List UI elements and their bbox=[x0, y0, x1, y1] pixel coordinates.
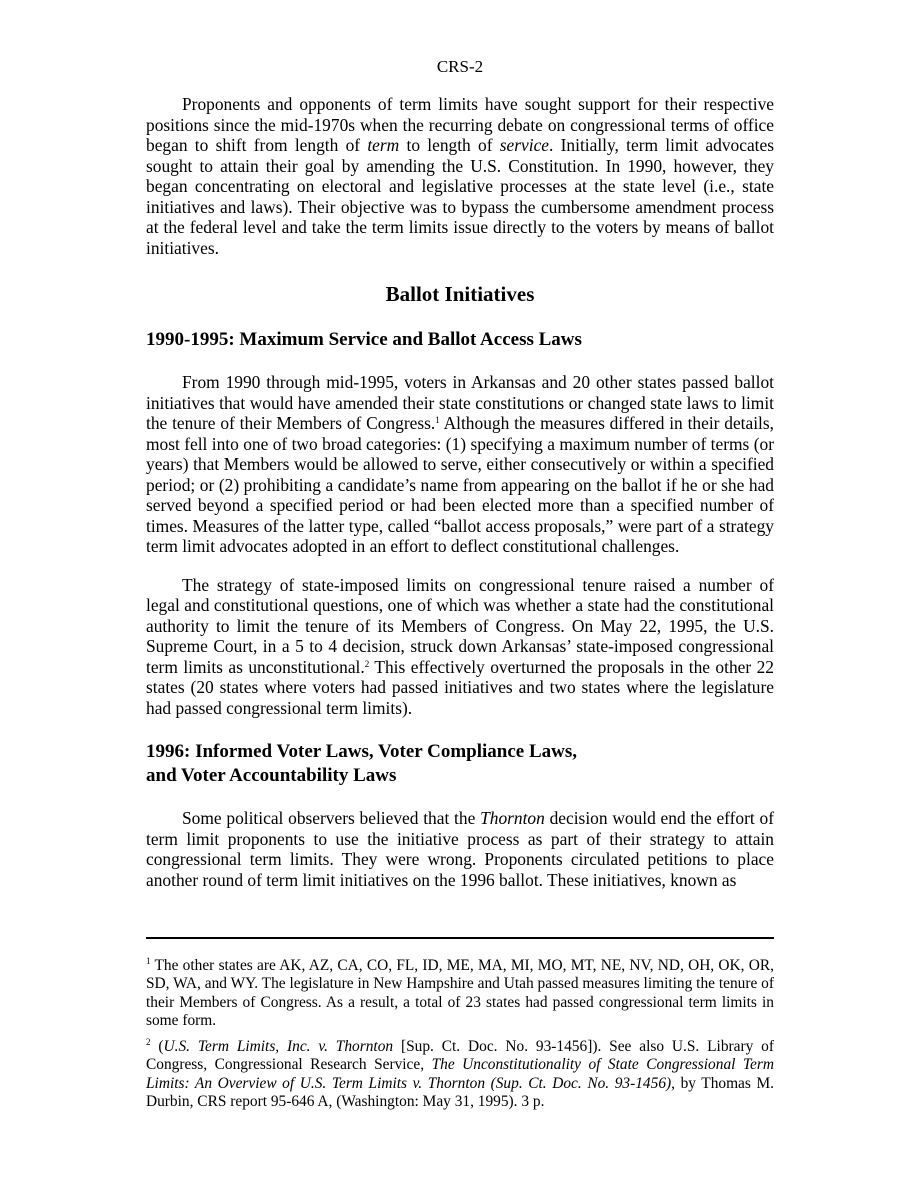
intro-paragraph bbox=[146, 94, 774, 258]
footnote-ref-2[interactable]: 2 bbox=[364, 658, 370, 669]
footnote-2 bbox=[146, 1038, 774, 1111]
case-name-thornton: Thornton bbox=[480, 808, 545, 828]
footnote-text: ( bbox=[150, 1038, 164, 1056]
footnote-case-name: U.S. Term Limits, Inc. v. Thornton bbox=[163, 1038, 394, 1056]
emphasis-service: service bbox=[499, 135, 550, 155]
footnote-mark-1: 1 bbox=[146, 956, 151, 966]
footnote-mark-2: 2 bbox=[146, 1037, 151, 1048]
subheading-1996 bbox=[146, 740, 774, 788]
emphasis-term: term bbox=[367, 135, 400, 155]
section-heading-ballot-initiatives: Ballot Initiatives bbox=[385, 282, 535, 306]
intro-text: . Initially, term limit advocates sought to attain their goal by amending the U.S. Constitution. In 1990, however, they began concentrating on electoral and legislative processes at the state level (i.e., state initiatives and laws). Their objective was to bypass the cumbersome amendment process at the federal level and take the term limits issue directly to the voters by means of ballot initiatives. bbox=[146, 135, 774, 258]
footnote-text: by Thomas M. Durbin, CRS report 95-646 A, (Washington: May 31, 1995). 3 p. bbox=[146, 1074, 775, 1111]
subheading-1990-1995: 1990-1995: Maximum Service and Ballot Access Laws bbox=[146, 329, 582, 350]
footnote-text: [Sup. Ct. Doc. No. 93-1456]). See also U.S. Library of Congress, Congressional Research Service, bbox=[146, 1038, 774, 1074]
footnote-divider bbox=[146, 937, 774, 939]
paragraph-text: decision would end the effort of term limit proponents to use the initiative process as part of their strategy to attain congressional term limits. They were wrong. Proponents circulated petitions to place another round of term limit initiatives on the 1996 ballot. These initiatives, known as bbox=[146, 808, 774, 890]
paragraph-thornton bbox=[146, 808, 774, 890]
paragraph-strategy bbox=[146, 575, 774, 719]
subheading-line: 1996: Informed Voter Laws, Voter Compliance Laws, bbox=[146, 741, 578, 762]
intro-text: Proponents and opponents of term limits have sought support for their respective positions since the mid-1970s when the recurring debate on congressional terms of office began to shift from length of bbox=[146, 94, 774, 155]
paragraph-text: Some political observers believed that the bbox=[182, 808, 481, 828]
intro-text: to length of bbox=[399, 135, 500, 155]
paragraph-text: This effectively overturned the proposals in the other 22 states (20 states where voters had passed initiatives and two states where the legislature had passed congressional term limits). bbox=[146, 656, 775, 718]
footnote-report-title: The Unconstitutionality of State Congressional Term Limits: An Overview of U.S. Term Limits v. Thornton (Sup. Ct. Doc. No. 93-1456), bbox=[146, 1056, 774, 1092]
footnote-text: The other states are AK, AZ, CA, CO, FL, ID, ME, MA, MI, MO, MT, NE, NV, ND, OH, OK, OR, SD, WA, and WY. The legislature in New Hampshire and Utah passed measures limiting the tenure of their Members of Congress. As a result, a total of 23 states had passed congressional term limits in some form. bbox=[146, 957, 774, 1029]
subheading-line: and Voter Accountability Laws bbox=[146, 765, 397, 786]
paragraph-maximum-service bbox=[146, 372, 774, 557]
paragraph-text: The strategy of state-imposed limits on congressional tenure raised a number of legal and constitutional questions, one of which was whether a state had the constitutional authority to limit the tenure of its Members of Congress. On May 22, 1995, the U.S. Supreme Court, in a 5 to 4 decision, struck down Arkansas’ state-imposed congressional term limits as unconstitutional. bbox=[146, 574, 774, 677]
page-number-header: CRS-2 bbox=[436, 57, 484, 76]
footnotes bbox=[146, 957, 774, 1111]
paragraph-text: Although the measures differed in their details, most fell into one of two broad categories: (1) specifying a maximum number of terms (or years) that Members would be allowed to serve, either consecutively or within a specified period; or (2) prohibiting a candidate’s name from appearing on the ballot if he or she had served beyond a specified period or had been elected more than a specified number of times. Measures of the latter type, called “ballot access proposals,” were part of a strategy term limit advocates adopted in an effort to deflect constitutional challenges. bbox=[146, 413, 774, 556]
footnote-ref-1[interactable]: 1 bbox=[435, 415, 440, 425]
footnote-1 bbox=[146, 957, 774, 1030]
paragraph-text: From 1990 through mid-1995, voters in Arkansas and 20 other states passed ballot initiatives that would have amended their state constitutions or changed state laws to limit the tenure of their Members of Congress. bbox=[146, 372, 774, 433]
document-body bbox=[146, 94, 774, 890]
